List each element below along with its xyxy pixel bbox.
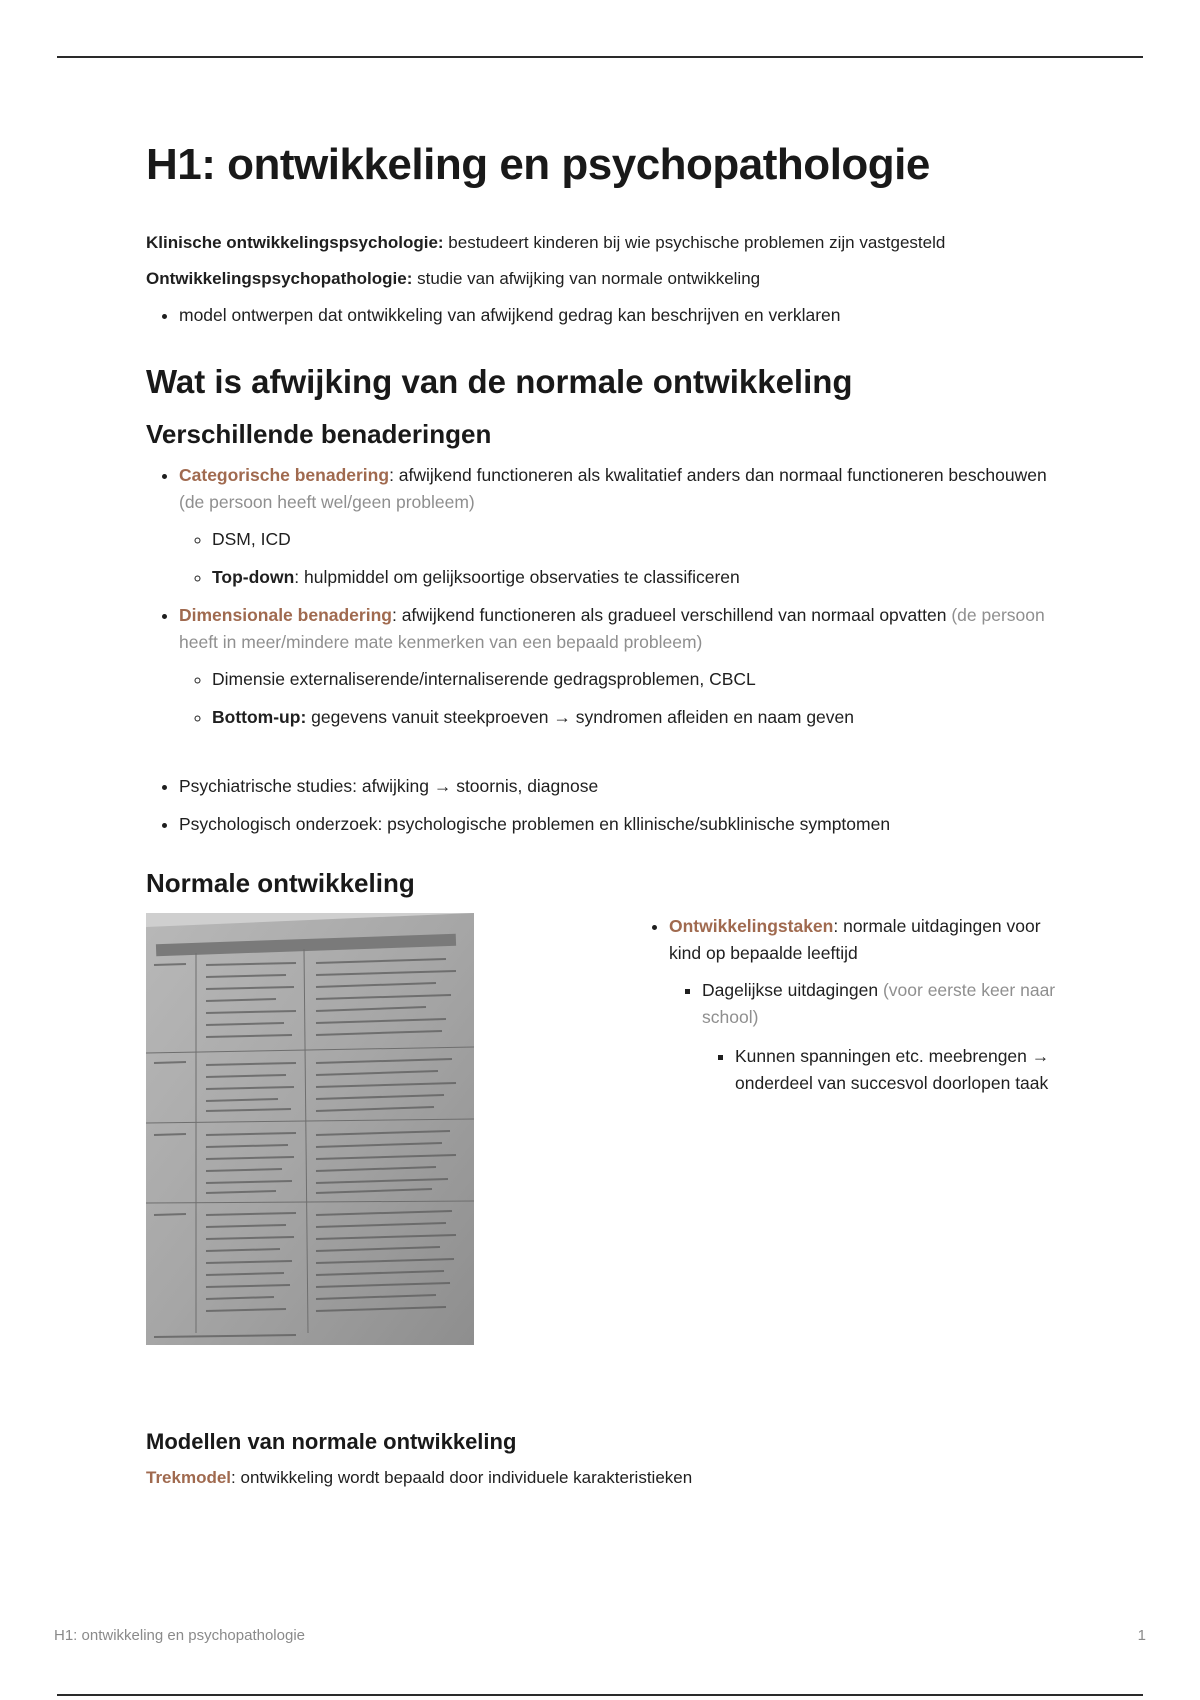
page-number: 1 bbox=[1137, 1627, 1146, 1644]
list-item: ◦ Bottom-up: gegevens vanuit steekproeven → syndromen afleiden en naam geven bbox=[212, 704, 1066, 731]
list-item-ontwikkelingstaken: • Ontwikkelingstaken: normale uitdagingen voor kind op bepaalde leeftijd ▪ Dagelijkse uitdagingen (voor eerste keer naar school) ▪ Kunnen spanningen etc. meebrengen → onderdeel van succesvol doorlopen taak bbox=[669, 913, 1056, 1097]
intro-paragraph-2: Ontwikkelingspsychopathologie: studie van afwijking van normale ontwikkeling bbox=[146, 269, 761, 288]
list-item-categorisch: • Categorische benadering: afwijkend functioneren als kwalitatief anders dan normaal functioneren beschouwen (de persoon heeft wel/geen probleem) ◦ DSM, ICD ◦ Top-down: hulpmiddel om gelijksoortige observaties te classificeren bbox=[179, 462, 1066, 591]
term-ontwikkelingstaken: Ontwikkelingstaken bbox=[669, 916, 834, 936]
list-item-dimensionaal: • Dimensionale benadering: afwijkend functioneren als gradueel verschillend van normaal opvatten (de persoon heeft in meer/mindere mate kenmerken van een bepaald probleem) ◦ Dimensie externaliserende/internaliserende gedragsproblemen, CBCL ◦ Bottom-up: gegevens vanuit steekproeven → syndromen afleiden en naam geven bbox=[179, 602, 1066, 731]
term-trekmodel: Trekmodel bbox=[146, 1468, 232, 1487]
tasks-list bbox=[636, 913, 1056, 1097]
categorisch-sublist bbox=[179, 526, 1066, 591]
image-column bbox=[146, 913, 636, 1345]
intro-paragraph-1: Klinische ontwikkelingspsychologie: bestudeert kinderen bij wie psychische problemen zijn vastgesteld bbox=[146, 233, 946, 252]
list-item: ◦ Dimensie externaliserende/internaliserende gedragsproblemen, CBCL bbox=[212, 666, 1066, 693]
studies-list bbox=[146, 773, 1066, 838]
list-item: • model ontwerpen dat ontwikkeling van afwijkend gedrag kan beschrijven en verklaren bbox=[179, 302, 1066, 329]
page-footer bbox=[54, 1627, 1146, 1644]
tasks-sublist bbox=[669, 977, 1056, 1097]
trekmodel-paragraph: Trekmodel: ontwikkeling wordt bepaald door individuele karakteristieken bbox=[146, 1468, 693, 1487]
subheading-benaderingen: Verschillende benaderingen bbox=[146, 419, 492, 449]
dimensionaal-sublist bbox=[179, 666, 1066, 731]
list-item: ▪ Dagelijkse uitdagingen (voor eerste keer naar school) ▪ Kunnen spanningen etc. meebrengen → onderdeel van succesvol doorlopen taak bbox=[702, 977, 1056, 1097]
bottom-rule bbox=[57, 1694, 1143, 1696]
subheading-normale-ontwikkeling: Normale ontwikkeling bbox=[146, 868, 415, 898]
two-column-block bbox=[146, 913, 1066, 1345]
list-item: ▪ Kunnen spanningen etc. meebrengen → onderdeel van succesvol doorlopen taak bbox=[735, 1043, 1056, 1097]
term-klinische: Klinische ontwikkelingspsychologie: bbox=[146, 233, 444, 252]
list-item: • Psychiatrische studies: afwijking → stoornis, diagnose bbox=[179, 773, 1066, 800]
list-item: ◦ DSM, ICD bbox=[212, 526, 1066, 553]
benaderingen-list bbox=[146, 462, 1066, 731]
section-heading-afwijking: Wat is afwijking van de normale ontwikkeling bbox=[146, 363, 853, 400]
term-dimensionaal: Dimensionale benadering bbox=[179, 605, 392, 625]
intro-list bbox=[146, 302, 1066, 329]
footer-title: H1: ontwikkeling en psychopathologie bbox=[54, 1627, 305, 1644]
subheading-modellen: Modellen van normale ontwikkeling bbox=[146, 1429, 517, 1454]
list-item: ◦ Top-down: hulpmiddel om gelijksoortige observaties te classificeren bbox=[212, 564, 1066, 591]
page-title: H1: ontwikkeling en psychopathologie bbox=[146, 140, 930, 189]
list-item: • Psychologisch onderzoek: psychologische problemen en kllinische/subklinische symptomen bbox=[179, 811, 1066, 838]
term-categorisch: Categorische benadering bbox=[179, 465, 390, 485]
term-ontwikkelingspsychopathologie: Ontwikkelingspsychopathologie: bbox=[146, 269, 413, 288]
tasks-subsublist bbox=[702, 1043, 1056, 1097]
table-photo bbox=[146, 913, 474, 1345]
tasks-column bbox=[636, 913, 1056, 1345]
document-body bbox=[146, 140, 1066, 1501]
top-rule bbox=[57, 56, 1143, 58]
